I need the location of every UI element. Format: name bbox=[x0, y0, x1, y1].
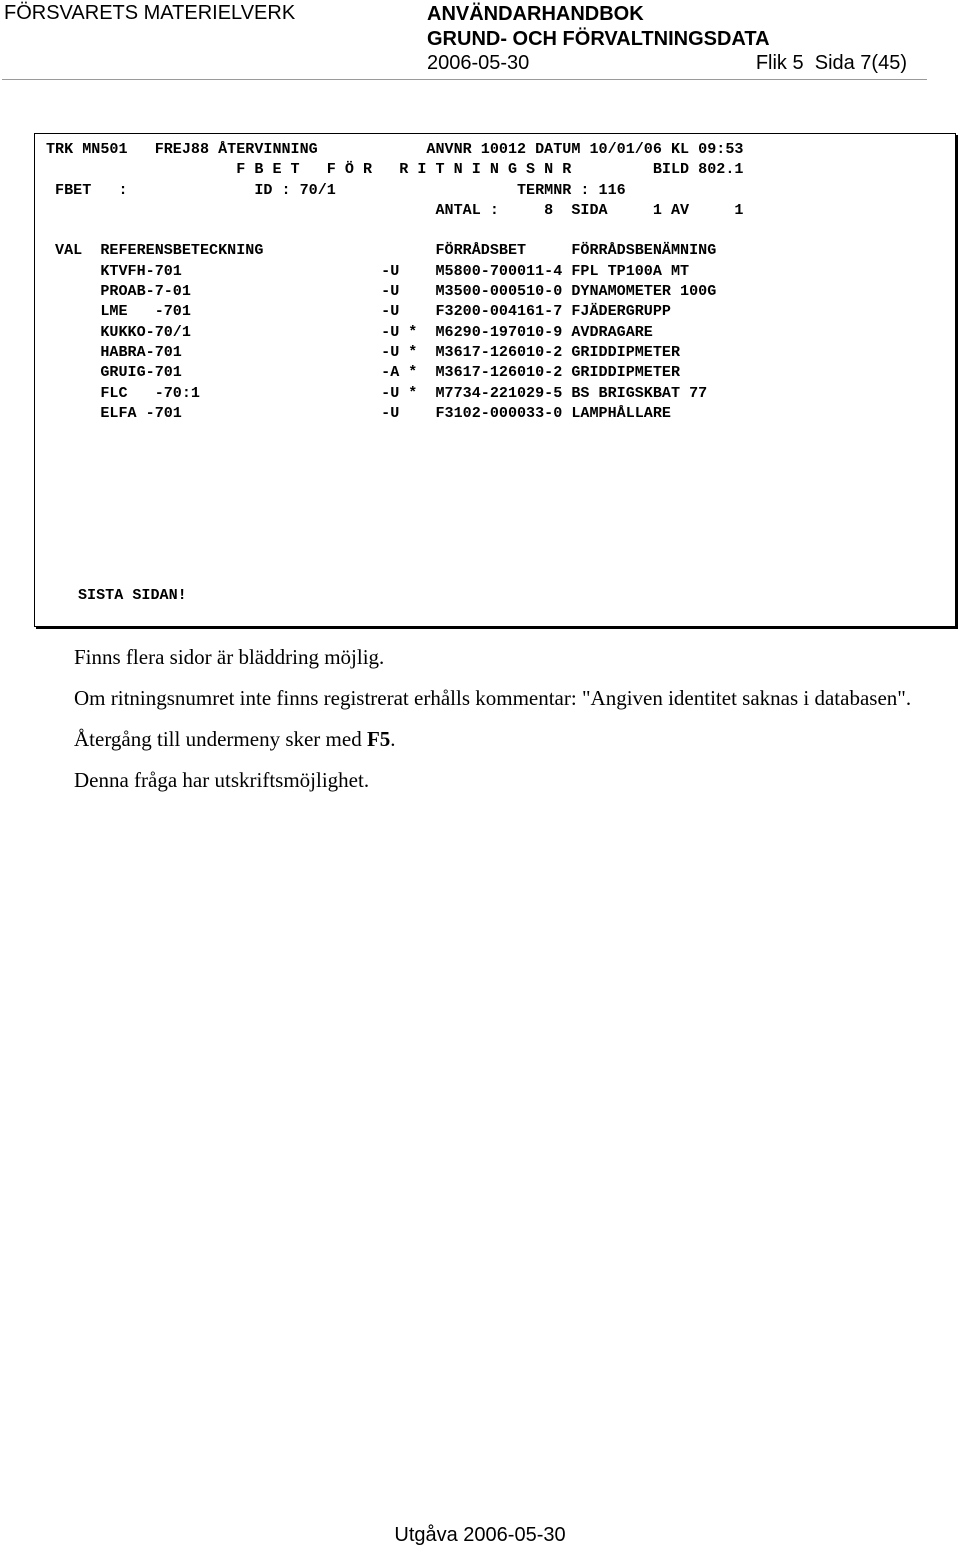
paragraph-print: Denna fråga har utskriftsmöjlighet. bbox=[74, 768, 370, 792]
title-line-1: ANVÄNDARHANDBOK bbox=[427, 3, 644, 25]
terminal-line: FBET : ID : 70/1 TERMNR : 116 bbox=[46, 180, 626, 199]
terminal-line: F B E T F Ö R R I T N I N G S N R BILD 802.1 bbox=[46, 160, 744, 179]
table-row: GRUIG-701 -A * M3617-126010-2 GRIDDIPMETER bbox=[46, 363, 681, 382]
header-date-row bbox=[427, 52, 907, 75]
table-row: ELFA -701 -U F3102-000033-0 LAMPHÅLLARE bbox=[46, 403, 671, 422]
page-reference: Flik 5 Sida 7(45) bbox=[755, 52, 907, 74]
page-footer: Utgåva 2006-05-30 bbox=[394, 1524, 566, 1546]
paragraph-missing-id: Om ritningsnumret inte finns registrerat erhålls kommentar: "Angiven identitet saknas i databasen". bbox=[74, 686, 912, 710]
return-text: Återgång till undermeny sker med bbox=[74, 727, 367, 751]
document-title bbox=[427, 2, 770, 52]
table-row: LME -701 -U F3200-004161-7 FJÄDERGRUPP bbox=[46, 302, 671, 321]
terminal-line: ANTAL : 8 SIDA 1 AV 1 bbox=[46, 200, 744, 219]
column-header-row: VAL REFERENSBETECKNING FÖRRÅDSBET FÖRRÅDSBENÄMNING bbox=[46, 241, 717, 260]
title-line-2: GRUND- OCH FÖRVALTNINGSDATA bbox=[427, 28, 770, 50]
header-divider bbox=[2, 79, 927, 80]
paragraph-paging: Finns flera sidor är bläddring möjlig. bbox=[74, 645, 385, 669]
return-text-end: . bbox=[390, 727, 396, 751]
header-date: 2006-05-30 bbox=[427, 52, 530, 74]
terminal-screen bbox=[34, 133, 956, 627]
terminal-text bbox=[46, 139, 743, 423]
terminal-line: TRK MN501 FREJ88 ÅTERVINNING ANVNR 10012 DATUM 10/01/06 KL 09:53 bbox=[46, 140, 744, 158]
terminal-line bbox=[46, 220, 743, 240]
description-text bbox=[74, 644, 934, 808]
table-row: KTVFH-701 -U M5800-700011-4 FPL TP100A MT bbox=[46, 261, 690, 280]
status-message: SISTA SIDAN! bbox=[78, 586, 187, 604]
table-row: KUKKO-70/1 -U * M6290-197010-9 AVDRAGARE bbox=[46, 322, 653, 341]
table-row: PROAB-7-01 -U M3500-000510-0 DYNAMOMETER 100G bbox=[46, 282, 717, 301]
paragraph-return bbox=[74, 726, 934, 752]
organization-name: FÖRSVARETS MATERIELVERK bbox=[4, 2, 296, 24]
table-row: HABRA-701 -U * M3617-126010-2 GRIDDIPMETER bbox=[46, 342, 681, 361]
function-key-f5: F5 bbox=[366, 727, 391, 751]
table-row: FLC -70:1 -U * M7734-221029-5 BS BRIGSKBAT 77 bbox=[46, 383, 708, 402]
